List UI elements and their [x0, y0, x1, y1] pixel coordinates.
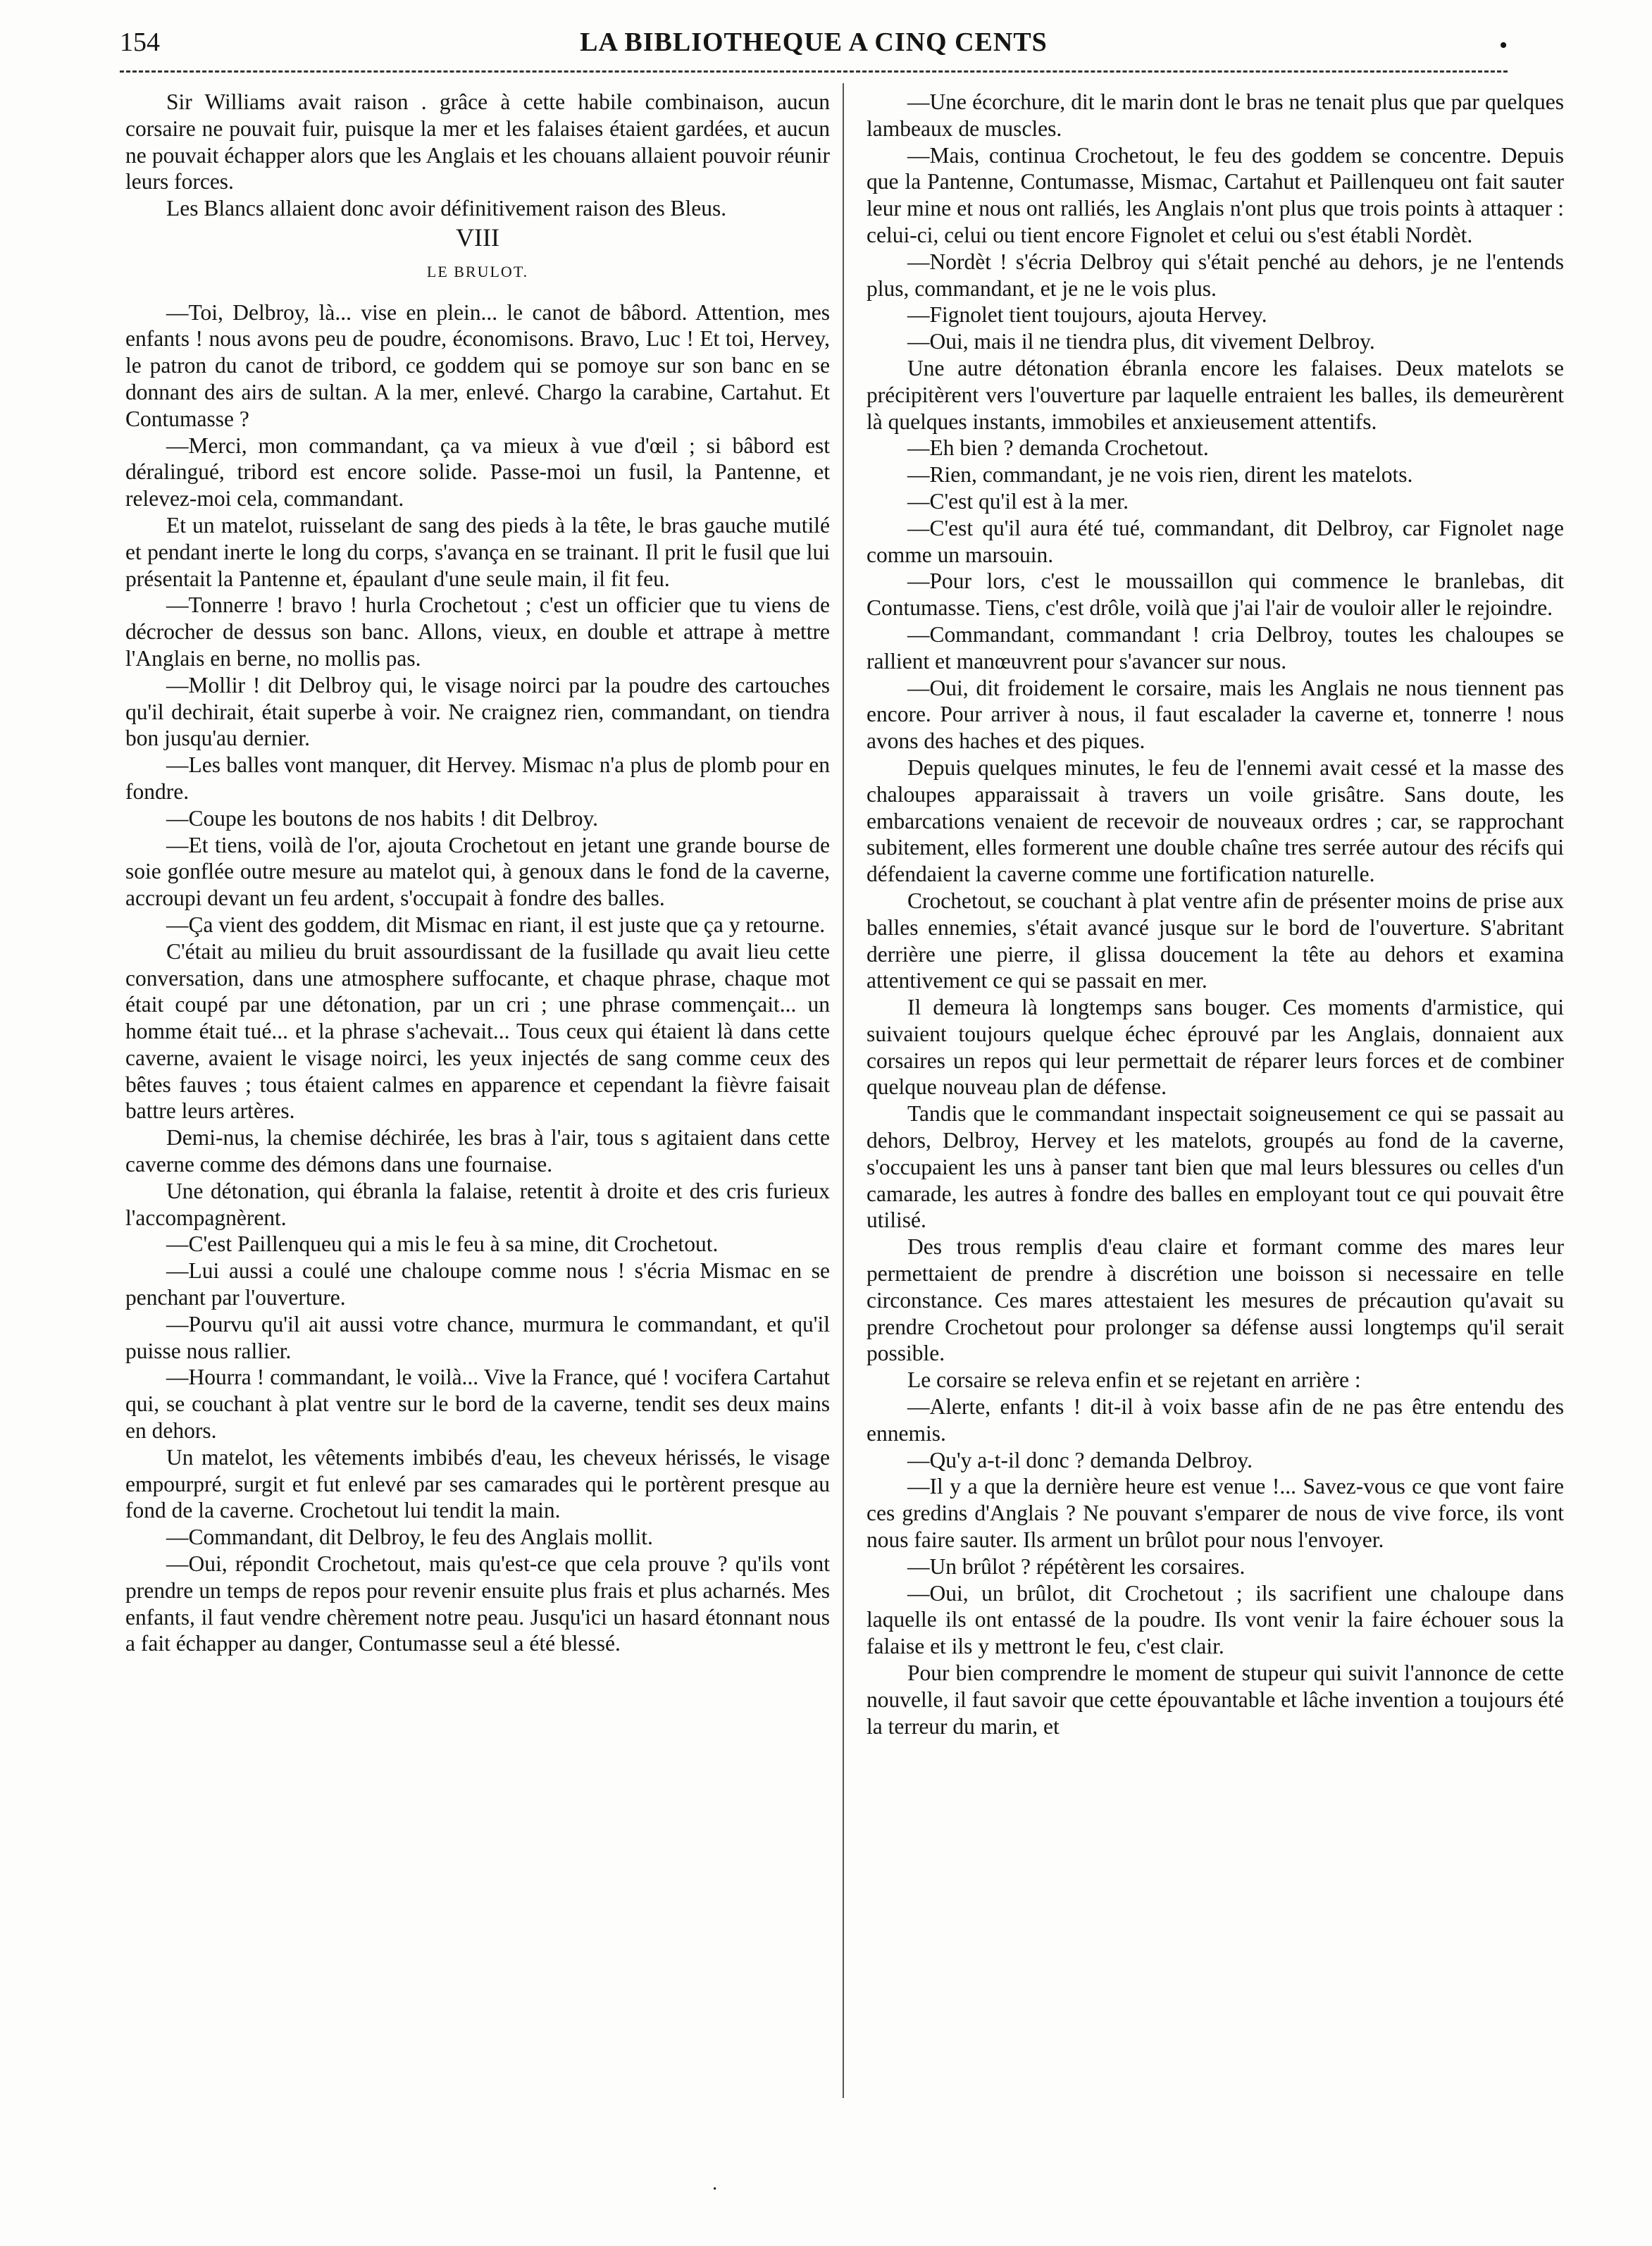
- right-column: [867, 89, 1564, 1739]
- column-divider: [843, 83, 844, 2098]
- paragraph: —Alerte, enfants ! dit-il à voix basse afin de ne pas être entendu des ennemis.: [867, 1394, 1564, 1446]
- paragraph: —Un brûlot ? répétèrent les corsaires.: [907, 1553, 1246, 1579]
- paragraph: —Lui aussi a coulé une chaloupe comme nous ! s'écria Mismac en se penchant par l'ouverture.: [125, 1258, 830, 1310]
- running-title: LA BIBLIOTHEQUE A CINQ CENTS: [580, 27, 1048, 57]
- paragraph: Demi-nus, la chemise déchirée, les bras à l'air, tous s agitaient dans cette caverne comme des démons dans une fournaise.: [125, 1125, 830, 1177]
- paragraph: —Commandant, commandant ! cria Delbroy, toutes les chaloupes se rallient et manœuvrent pour s'avancer sur nous.: [867, 621, 1564, 674]
- paragraph: —Pour lors, c'est le moussaillon qui commence le branlebas, dit Contumasse. Tiens, c'est drôle, voilà que j'ai l'air de vouloir aller le rejoindre.: [867, 569, 1564, 621]
- header-rule: [120, 70, 1508, 73]
- paragraph: Il demeura là longtemps sans bouger. Ces moments d'armistice, qui suivaient toujours quelque échec éprouvé par les Anglais, donnaient aux corsaires un repos qui leur permettait de réparer leurs forces et de combiner quelque nouveau plan de défense.: [867, 995, 1564, 1100]
- paragraph: Et un matelot, ruisselant de sang des pieds à la tête, le bras gauche mutilé et pendant inerte le long du corps, s'avança en se trainant. Il prit le fusil que lui présentait la Pantenne et, épaulant d'une seule main, il fit feu.: [125, 512, 830, 591]
- left-column: [125, 89, 830, 1657]
- paragraph: Sir Williams avait raison . grâce à cette habile combinaison, aucun corsaire ne pouvait fuir, puisque la mer et les falaises étaient gardées, et aucun ne pouvait échapper alors que les Anglais et les chouans allaient pouvoir réunir leurs forces.: [125, 89, 830, 194]
- paragraph: —Commandant, dit Delbroy, le feu des Anglais mollit.: [166, 1525, 653, 1550]
- paragraph: Depuis quelques minutes, le feu de l'ennemi avait cessé et la masse des chaloupes apparaissait à travers un voile grisâtre. Sans doute, les embarcations venaient de recevoir de nouveaux ordres ; car, se rapprochant subitement, elles formerent une double chaîne tres serrée autour des récifs qui défendaient la caverne comme une fortification naturelle.: [867, 755, 1564, 887]
- chapter-number: VIII: [456, 223, 499, 252]
- footer-mark: ·: [712, 2178, 719, 2200]
- paragraph: —Rien, commandant, je ne vois rien, dirent les matelots.: [907, 462, 1413, 488]
- paragraph: —Fignolet tient toujours, ajouta Hervey.: [907, 302, 1267, 328]
- paragraph: —Ça vient des goddem, dit Mismac en riant, il est juste que ça y retourne.: [166, 912, 826, 937]
- paragraph: —Il y a que la dernière heure est venue !... Savez-vous ce que vont faire ces gredins d'Anglais ? Ne pouvant s'emparer de nous de vive force, ils vont nous faire sauter. Ils arment un brûlot pour nous l'envoyer.: [867, 1474, 1564, 1553]
- paragraph: C'était au milieu du bruit assourdissant de la fusillade qu avait lieu cette conversation, dans une atmosphere suffocante, et chaque phrase, chaque mot était coupé par une détonation, par un cri ; une phrase commençait... un homme était tué... et la phrase s'achevait... Tous ceux qui étaient là dans cette caverne, avaient le visage noirci, les yeux injectés de sang comme ceux des bêtes fauves ; tous étaient calmes en apparence et cependant la fièvre faisait battre leurs artères.: [125, 938, 830, 1124]
- paragraph: —C'est qu'il est à la mer.: [907, 488, 1129, 514]
- paragraph: —Pourvu qu'il ait aussi votre chance, murmura le commandant, et qu'il puisse nous rallier.: [125, 1311, 830, 1363]
- paragraph: —Oui, dit froidement le corsaire, mais les Anglais ne nous tiennent pas encore. Pour arriver à nous, il faut escalader la caverne et, tonnerre ! nous avons des haches et des piques.: [867, 675, 1564, 754]
- paragraph: Une détonation, qui ébranla la falaise, retentit à droite et des cris furieux l'accompagnèrent.: [125, 1178, 830, 1230]
- paragraph: —Mais, continua Crochetout, le feu des goddem se concentre. Depuis que la Pantenne, Contumasse, Mismac, Cartahut et Paillenqueu ont fait sauter leur mine et nous ont ralliés, les Anglais n'ont plus que trois points à attaquer : celui-ci, celui ou tient encore Fignolet et celui ou s'est établi Nordèt.: [867, 142, 1564, 247]
- paragraph: —Toi, Delbroy, là... vise en plein... le canot de bâbord. Attention, mes enfants ! nous avons peu de poudre, économisons. Bravo, Luc ! Et toi, Hervey, le patron du canot de tribord, ce goddem qui se pomoye sur son banc en se donnant des airs de sultan. A la mer, enlevé. Chargo la carabine, Cartahut. Et Contumasse ?: [125, 299, 830, 431]
- paragraph: Les Blancs allaient donc avoir définitivement raison des Bleus.: [166, 196, 727, 221]
- paragraph: —Coupe les boutons de nos habits ! dit Delbroy.: [166, 805, 599, 831]
- page-header: [120, 27, 1508, 66]
- paragraph: —Une écorchure, dit le marin dont le bras ne tenait plus que par quelques lambeaux de muscles.: [867, 89, 1564, 141]
- paragraph: —C'est qu'il aura été tué, commandant, dit Delbroy, car Fignolet nage comme un marsouin.: [867, 515, 1564, 567]
- paragraph: —Nordèt ! s'écria Delbroy qui s'était penché au dehors, je ne l'entends plus, commandant, et je ne le vois plus.: [867, 249, 1564, 301]
- paragraph: Pour bien comprendre le moment de stupeur qui suivit l'annonce de cette nouvelle, il faut savoir que cette épouvantable et lâche invention a toujours été la terreur du marin, et: [867, 1661, 1564, 1739]
- paragraph: —Les balles vont manquer, dit Hervey. Mismac n'a plus de plomb pour en fondre.: [125, 752, 830, 804]
- paragraph: Le corsaire se releva enfin et se rejetant en arrière :: [907, 1367, 1361, 1393]
- paragraph: Crochetout, se couchant à plat ventre afin de présenter moins de prise aux balles ennemies, s'était avancé jusque sur le bord de l'ouverture. S'abritant derrière une pierre, il glissa doucement la tête au dehors et examina attentivement ce qui se passait en mer.: [867, 888, 1564, 993]
- paragraph: —Qu'y a-t-il donc ? demanda Delbroy.: [907, 1447, 1253, 1472]
- paragraph: —Hourra ! commandant, le voilà... Vive la France, qué ! vocifera Cartahut qui, se couchant à plat ventre sur le bord de la caverne, tendit ses deux mains en dehors.: [125, 1365, 830, 1444]
- paragraph: —Eh bien ? demanda Crochetout.: [907, 435, 1209, 461]
- paragraph: —Et tiens, voilà de l'or, ajouta Crochetout en jetant une grande bourse de soie gonflée outre mesure au matelot qui, à genoux dans le fond de la caverne, accroupi devant un feu ardent, s'occupait à fondre des balles.: [125, 832, 830, 911]
- chapter-title: LE BRULOT.: [426, 262, 529, 280]
- paragraph: —Tonnerre ! bravo ! hurla Crochetout ; c'est un officier que tu viens de décrocher de dessus son banc. Allons, vieux, en double et attrape à mettre l'Anglais en berne, no mollis pas.: [125, 592, 830, 671]
- page-number: 154: [120, 27, 160, 57]
- paragraph: —Oui, un brûlot, dit Crochetout ; ils sacrifient une chaloupe dans laquelle ils ont entassé de la poudre. Ils vont venir la faire échouer sous la falaise et ils y mettront le feu, c'est clair.: [867, 1580, 1564, 1659]
- paragraph: Un matelot, les vêtements imbibés d'eau, les cheveux hérissés, le visage empourpré, surgit et fut enlevé par ses camarades qui le portèrent presque au fond de la caverne. Crochetout lui tendit la main.: [125, 1444, 830, 1523]
- paragraph: —Oui, répondit Crochetout, mais qu'est-ce que cela prouve ? qu'ils vont prendre un temps de repos pour revenir ensuite plus frais et plus acharnés. Mes enfants, il faut vendre chèrement notre peau. Jusqu'ici un hasard étonnant nous a fait échapper au danger, Contumasse seul a été blessé.: [125, 1551, 830, 1656]
- paragraph: —Oui, mais il ne tiendra plus, dit vivement Delbroy.: [907, 329, 1375, 354]
- header-mark: •: [1499, 32, 1508, 58]
- paragraph: Tandis que le commandant inspectait soigneusement ce qui se passait au dehors, Delbroy, Hervey et les matelots, groupés au fond de la caverne, s'occupaient les uns à panser tant bien que mal leurs blessures ou celles d'un camarade, les autres à fondre des balles en employant tout ce qui pouvait être utilisé.: [867, 1101, 1564, 1233]
- paragraph: —Merci, mon commandant, ça va mieux à vue d'œil ; si bâbord est déralingué, tribord est encore solide. Passe-moi un fusil, la Pantenne, et relevez-moi cela, commandant.: [125, 433, 830, 511]
- paragraph: —C'est Paillenqueu qui a mis le feu à sa mine, dit Crochetout.: [166, 1231, 719, 1257]
- paragraph: —Mollir ! dit Delbroy qui, le visage noirci par la poudre des cartouches qu'il dechirait, était superbe à voir. Ne craignez rien, commandant, on tiendra bon jusqu'au dernier.: [125, 672, 830, 751]
- paragraph: Une autre détonation ébranla encore les falaises. Deux matelots se précipitèrent vers l'ouverture par laquelle entraient les balles, ils demeurèrent là quelques instants, immobiles et anxieusement attentifs.: [867, 355, 1564, 434]
- paragraph: Des trous remplis d'eau claire et formant comme des mares leur permettaient de prendre à discrétion une boisson si necessaire en telle circonstance. Ces mares attestaient les mesures de précaution qu'avait su prendre Crochetout pour prolonger sa défense aussi longtemps qu'il serait possible.: [867, 1234, 1564, 1366]
